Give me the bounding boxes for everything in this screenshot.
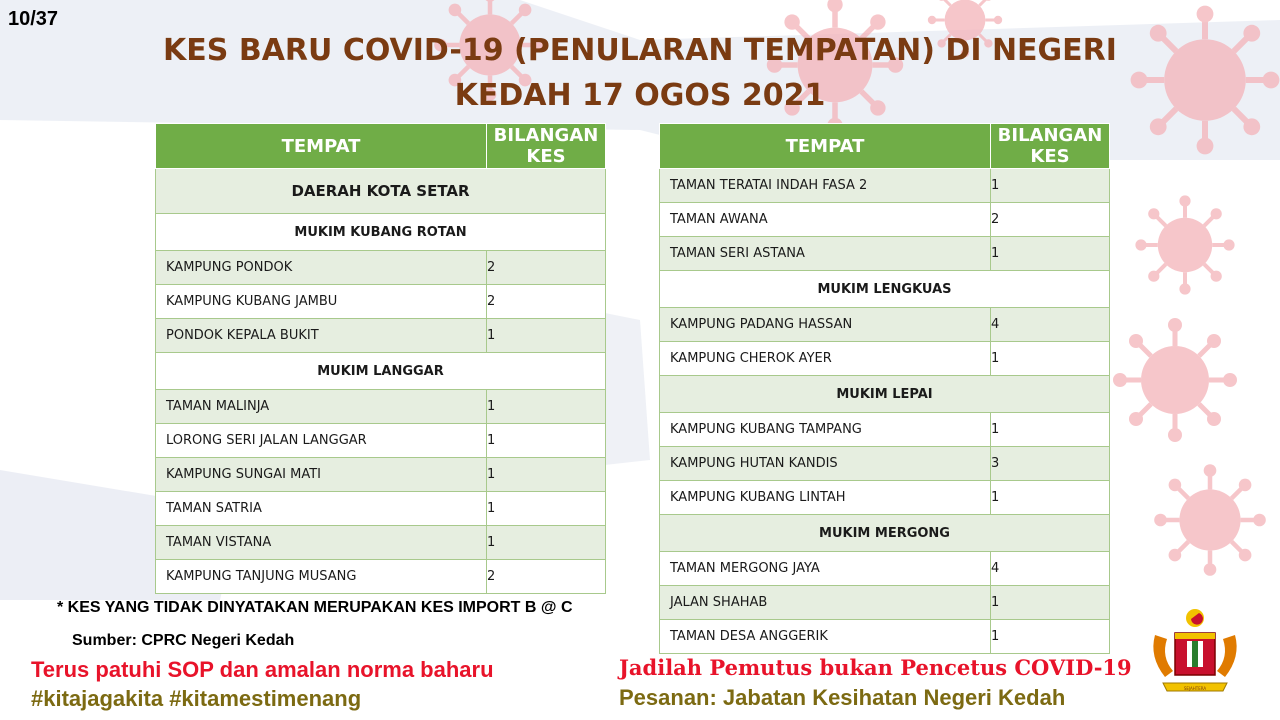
place-name: KAMPUNG KUBANG LINTAH — [660, 481, 991, 515]
table-row — [156, 319, 606, 353]
place-name: KAMPUNG TANJUNG MUSANG — [156, 560, 487, 594]
place-name: TAMAN VISTANA — [156, 526, 487, 560]
table-row — [660, 447, 1110, 481]
case-count: 1 — [487, 319, 606, 353]
table-row — [156, 492, 606, 526]
campaign-message: Jadilah Pemutus bukan Pencetus COVID-19 — [619, 655, 1132, 680]
case-count: 2 — [487, 285, 606, 319]
case-count: 1 — [991, 620, 1110, 654]
subdistrict-label: MUKIM LANGGAR — [156, 353, 606, 390]
subdistrict-label: MUKIM LENGKUAS — [660, 271, 1110, 308]
table-row — [156, 390, 606, 424]
table-row — [660, 169, 1110, 203]
page-title-line-1: KES BARU COVID-19 (PENULARAN TEMPATAN) DI NEGERI — [163, 33, 1117, 68]
case-count: 1 — [487, 458, 606, 492]
svg-text:SEJAHTERA: SEJAHTERA — [1183, 686, 1207, 691]
table-row — [660, 342, 1110, 376]
header-count: BILANGAN KES — [487, 124, 606, 169]
header-count: BILANGAN KES — [991, 124, 1110, 169]
place-name: TAMAN MALINJA — [156, 390, 487, 424]
header-place: TEMPAT — [660, 124, 991, 169]
message-attribution: Pesanan: Jabatan Kesihatan Negeri Kedah — [619, 685, 1066, 710]
subdistrict-row — [156, 353, 606, 390]
slogan: Terus patuhi SOP dan amalan norma baharu — [31, 657, 494, 682]
table-row — [156, 251, 606, 285]
subdistrict-label: MUKIM MERGONG — [660, 515, 1110, 552]
table-row — [156, 285, 606, 319]
table-row — [156, 424, 606, 458]
case-count: 2 — [487, 560, 606, 594]
place-name: KAMPUNG SUNGAI MATI — [156, 458, 487, 492]
place-name: TAMAN SATRIA — [156, 492, 487, 526]
table-row — [660, 413, 1110, 447]
place-name: PONDOK KEPALA BUKIT — [156, 319, 487, 353]
table-row — [156, 458, 606, 492]
table-row — [660, 620, 1110, 654]
place-name: TAMAN MERGONG JAYA — [660, 552, 991, 586]
place-name: KAMPUNG KUBANG TAMPANG — [660, 413, 991, 447]
case-count: 2 — [991, 203, 1110, 237]
kedah-crest-icon — [1145, 605, 1245, 697]
place-name: TAMAN DESA ANGGERIK — [660, 620, 991, 654]
place-name: LORONG SERI JALAN LANGGAR — [156, 424, 487, 458]
case-count: 1 — [991, 586, 1110, 620]
table-row — [660, 552, 1110, 586]
table-row — [660, 203, 1110, 237]
case-count: 1 — [991, 413, 1110, 447]
cases-table-left — [155, 123, 606, 594]
place-name: TAMAN SERI ASTANA — [660, 237, 991, 271]
subdistrict-row — [660, 271, 1110, 308]
subdistrict-row — [660, 376, 1110, 413]
table-row — [156, 526, 606, 560]
case-count: 1 — [991, 481, 1110, 515]
table-row — [660, 237, 1110, 271]
header-place: TEMPAT — [156, 124, 487, 169]
case-count: 1 — [487, 390, 606, 424]
subdistrict-row — [156, 214, 606, 251]
place-name: KAMPUNG PONDOK — [156, 251, 487, 285]
case-count: 2 — [487, 251, 606, 285]
source-note: Sumber: CPRC Negeri Kedah — [72, 632, 295, 649]
district-title: DAERAH KOTA SETAR — [156, 169, 606, 214]
case-count: 1 — [991, 342, 1110, 376]
table-row — [660, 308, 1110, 342]
page-number: 10/37 — [8, 8, 59, 30]
cases-table-right — [659, 123, 1110, 654]
place-name: KAMPUNG HUTAN KANDIS — [660, 447, 991, 481]
case-count: 1 — [487, 424, 606, 458]
hashtags: #kitajagakita #kitamestimenang — [31, 686, 362, 711]
table-row — [660, 481, 1110, 515]
case-count: 1 — [487, 526, 606, 560]
case-count: 4 — [991, 552, 1110, 586]
place-name: KAMPUNG KUBANG JAMBU — [156, 285, 487, 319]
case-count: 3 — [991, 447, 1110, 481]
subdistrict-row — [660, 515, 1110, 552]
subdistrict-label: MUKIM LEPAI — [660, 376, 1110, 413]
page-title-line-2: KEDAH 17 OGOS 2021 — [454, 78, 826, 113]
case-count: 1 — [991, 237, 1110, 271]
case-count: 1 — [487, 492, 606, 526]
footnote: * KES YANG TIDAK DINYATAKAN MERUPAKAN KES IMPORT B @ C — [57, 599, 573, 616]
place-name: KAMPUNG CHEROK AYER — [660, 342, 991, 376]
table-row — [156, 560, 606, 594]
place-name: KAMPUNG PADANG HASSAN — [660, 308, 991, 342]
place-name: TAMAN TERATAI INDAH FASA 2 — [660, 169, 991, 203]
place-name: TAMAN AWANA — [660, 203, 991, 237]
case-count: 1 — [991, 169, 1110, 203]
place-name: JALAN SHAHAB — [660, 586, 991, 620]
subdistrict-label: MUKIM KUBANG ROTAN — [156, 214, 606, 251]
case-count: 4 — [991, 308, 1110, 342]
table-row — [660, 586, 1110, 620]
